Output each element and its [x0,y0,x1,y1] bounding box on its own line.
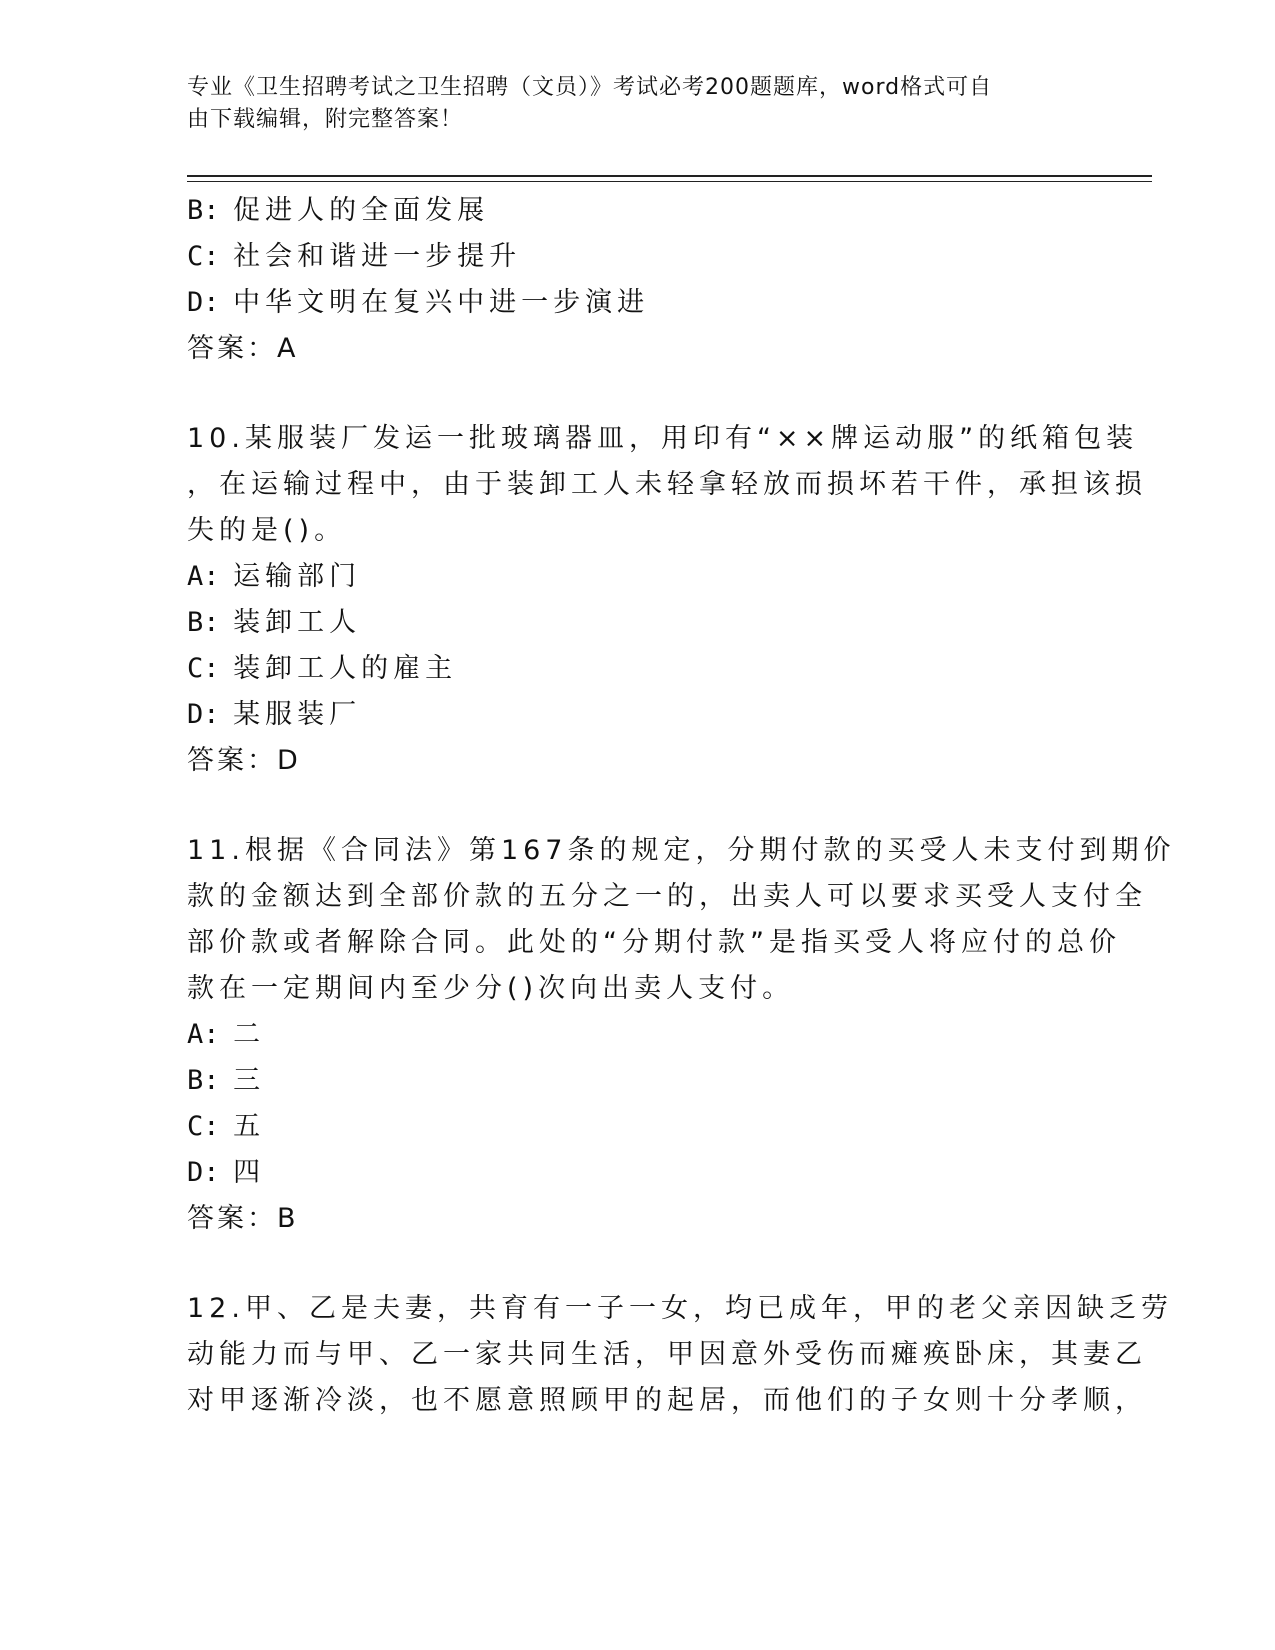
question-10 [187,416,1147,784]
question-text-line: 款的金额达到全部价款的五分之一的，出卖人可以要求买受人支付全 [187,881,1147,912]
document-header [187,72,1067,136]
option-c: C: 五 [187,1111,266,1142]
question-text-line: 对甲逐渐冷淡，也不愿意照顾甲的起居，而他们的子女则十分孝顺， [187,1385,1147,1416]
header-line-2: 由下载编辑，附完整答案！ [187,107,464,132]
header-rule-thin [187,181,1152,182]
option-a: A: 二 [187,1019,266,1050]
answer-label: 答案：D [187,745,301,776]
question-text-line: ，在运输过程中，由于装卸工人未轻拿轻放而损坏若干件，承担该损 [187,469,1147,500]
question-text-line: 款在一定期间内至少分()次向出卖人支付。 [187,973,795,1004]
question-text-line: 动能力而与甲、乙一家共同生活，甲因意外受伤而瘫痪卧床，其妻乙 [187,1339,1147,1370]
question-content [187,188,1176,1424]
header-rule-thick [187,175,1152,177]
answer-label: 答案：B [187,1203,299,1234]
question-text-line: 失的是()。 [187,515,347,546]
option-d: D: 中华文明在复兴中进一步演进 [187,287,650,318]
question-text-line: 部价款或者解除合同。此处的“分期付款”是指买受人将应付的总价 [187,927,1121,958]
option-c: C: 社会和谐进一步提升 [187,241,522,272]
option-a: A: 运输部门 [187,561,362,592]
option-d: D: 某服装厂 [187,699,362,730]
option-c: C: 装卸工人的雇主 [187,653,458,684]
question-9-options [187,188,1087,372]
question-text-line: 10.某服装厂发运一批玻璃器皿，用印有“××牌运动服”的纸箱包装 [187,423,1139,454]
header-line-1: 专业《卫生招聘考试之卫生招聘（文员）》考试必考200题题库，word格式可自 [187,75,993,100]
question-text-line: 12.甲、乙是夫妻，共育有一子一女，均已成年，甲的老父亲因缺乏劳 [187,1293,1173,1324]
question-11 [187,828,1176,1242]
question-12 [187,1286,1173,1424]
question-text-line: 11.根据《合同法》第167条的规定，分期付款的买受人未支付到期价 [187,835,1176,866]
option-b: B: 三 [187,1065,266,1096]
answer-label: 答案：A [187,333,299,364]
option-d: D: 四 [187,1157,266,1188]
option-b: B: 促进人的全面发展 [187,195,490,226]
option-b: B: 装卸工人 [187,607,362,638]
